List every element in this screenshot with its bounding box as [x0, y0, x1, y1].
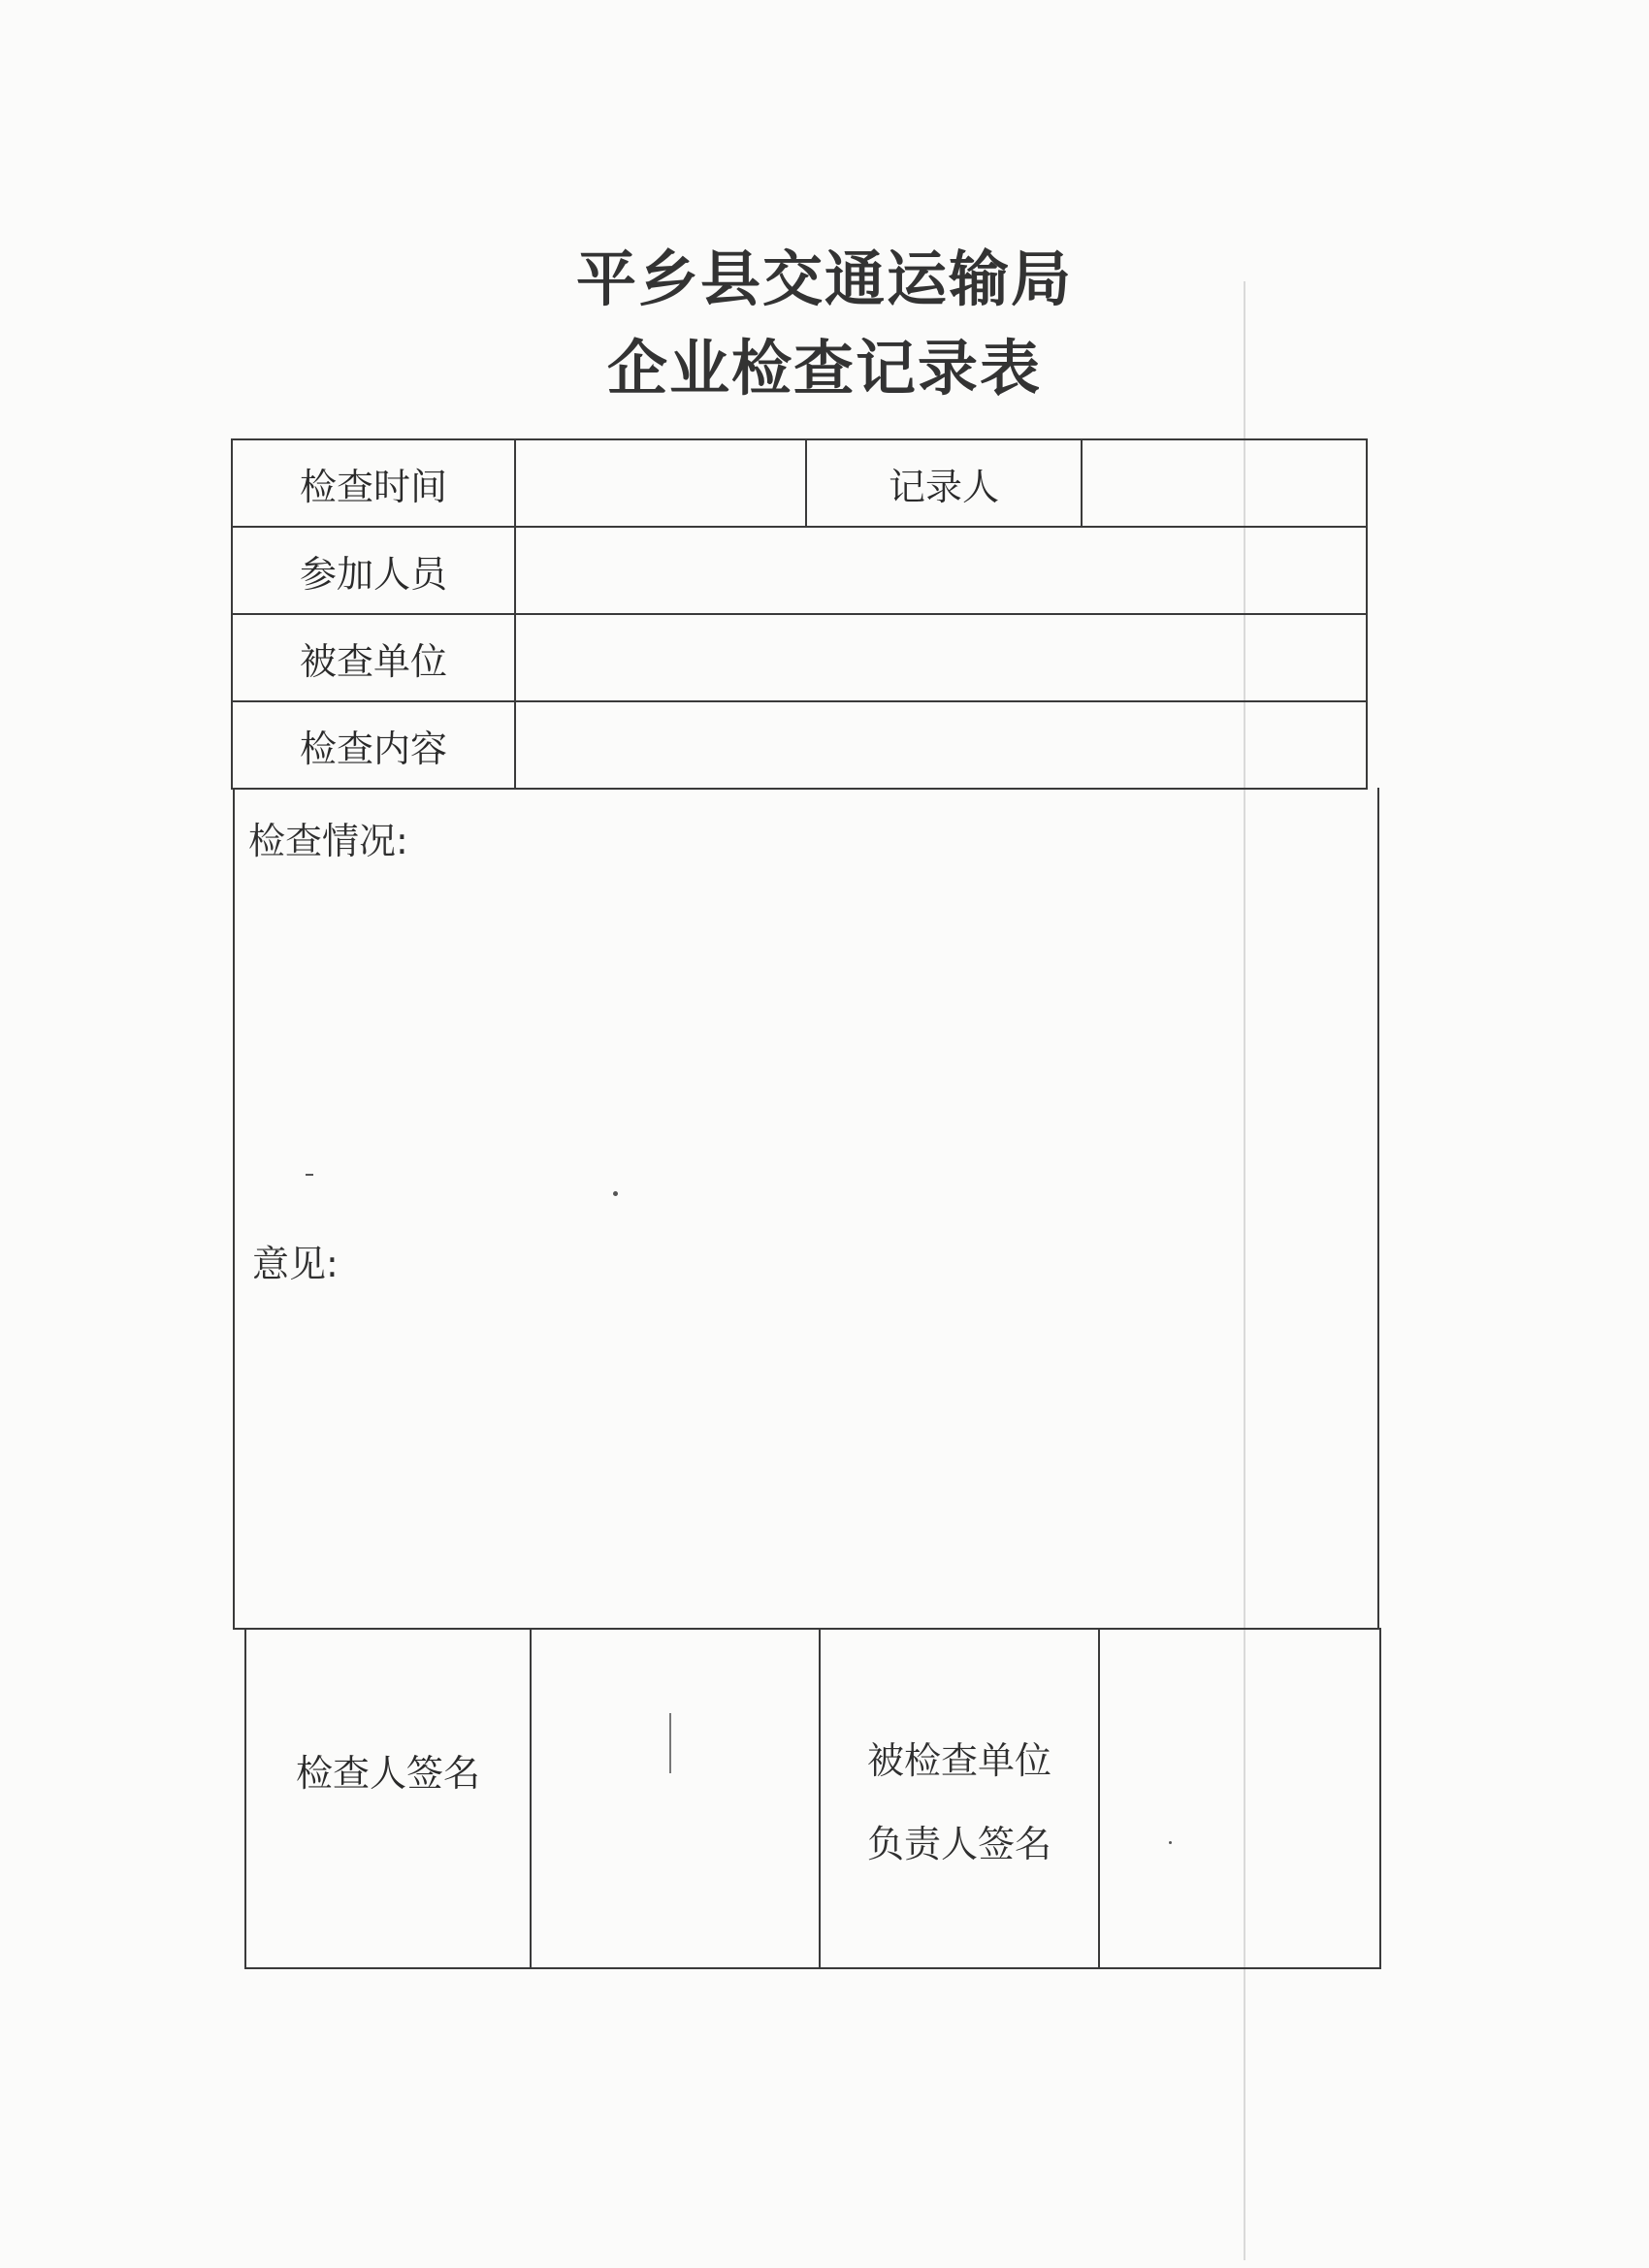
- opinion-label: 意见:: [252, 1243, 339, 1285]
- inspector-signature-label-cell: [244, 1628, 532, 1969]
- participants-label: 参加人员: [299, 552, 447, 596]
- participants-label-cell: [231, 526, 516, 615]
- inspector-signature-label: 检查人签名: [295, 1751, 480, 1795]
- inspected-unit-field[interactable]: [514, 613, 1368, 702]
- participants-field[interactable]: [514, 526, 1368, 615]
- inspection-content-label: 检查内容: [299, 727, 447, 770]
- inspected-unit-signature-field[interactable]: [1098, 1628, 1381, 1969]
- inspected-unit-label: 被查单位: [299, 639, 447, 683]
- document-title-agency: 平乡县交通运输局: [575, 243, 1073, 314]
- recorder-label: 记录人: [888, 465, 999, 508]
- inspected-unit-sign-line2: 负责人签名: [867, 1823, 1052, 1865]
- inspection-time-label-cell: [231, 438, 516, 528]
- inspected-unit-label-cell: [231, 613, 516, 702]
- inspector-signature-field[interactable]: [530, 1628, 821, 1969]
- scan-speck: [613, 1191, 618, 1196]
- scan-speck: [306, 1174, 313, 1176]
- inspection-status-opinion-box[interactable]: [233, 788, 1379, 1630]
- inspected-unit-signature-label-cell: [819, 1628, 1100, 1969]
- recorder-field[interactable]: [1081, 438, 1368, 528]
- inspection-status-label: 检查情况:: [248, 820, 408, 862]
- inspection-time-label: 检查时间: [299, 465, 447, 508]
- scan-mark: [669, 1713, 671, 1773]
- inspected-unit-sign-line1: 被检查单位: [867, 1739, 1052, 1782]
- scan-speck: [1169, 1841, 1172, 1844]
- inspection-content-field[interactable]: [514, 700, 1368, 790]
- document-title-form: 企业检查记录表: [606, 333, 1042, 404]
- recorder-label-cell: [805, 438, 1083, 528]
- inspection-time-field[interactable]: [514, 438, 807, 528]
- inspection-content-label-cell: [231, 700, 516, 790]
